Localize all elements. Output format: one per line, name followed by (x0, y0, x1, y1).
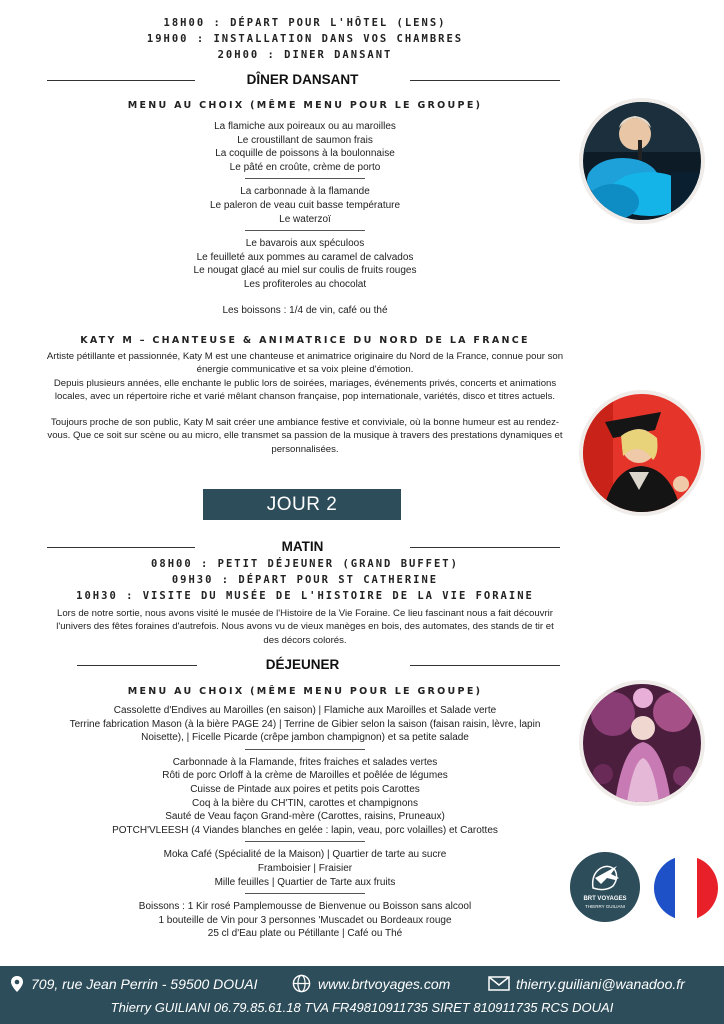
menu-item: La coquille de poissons à la boulonnaise (215, 148, 395, 160)
katy-para-2: Depuis plusieurs années, elle enchante le public lors de soirées, mariages, événements privés, concerts et animations locales, avec un répertoire riche et varié mêlant chanson française, pop internationale, variétés, disco et titres actuels. (53, 377, 557, 402)
divider-left (47, 547, 195, 548)
menu-item: Boissons : 1 Kir rosé Pamplemousse de Bienvenue ou Boisson sans alcool (138, 901, 472, 913)
menu-item: Sauté de Veau façon Grand-mère (Carottes, raisins, Pruneaux) (165, 811, 445, 823)
brt-voyages-logo (570, 852, 640, 922)
menu-item: Le pâté en croûte, crème de porto (229, 161, 381, 173)
menu-item: Le feuilleté aux pommes au caramel de calvados (196, 251, 414, 263)
diner-menu-subtitle: MENU AU CHOIX (MÊME MENU POUR LE GROUPE) (127, 100, 483, 111)
dejeuner-menu-subtitle: MENU AU CHOIX (MÊME MENU POUR LE GROUPE) (127, 686, 483, 697)
schedule-matin (0, 556, 610, 604)
menu-item: La flamiche aux poireaux ou au maroilles (214, 121, 396, 132)
matin-paragraph: Lors de notre sortie, nous avons visité le musée de l'Histoire de la Vie Foraine. Ce lieu fascinant nous a fait découvrir l'univers des fêtes foraines d'autrefois. Nous avons vu de vieux manèges en bois, des automates, des stands de tir et des décors colorés. (56, 608, 554, 646)
katy-para-1: Artiste pétillante et passionnée, Katy M est une chanteuse et animatrice originaire du Nord de la France, connue pour son énergie communicative et sa voix pleine d'émotion. (46, 351, 564, 376)
menu-item: Le nougat glacé au miel sur coulis de fruits rouges (193, 265, 417, 277)
singer-photo-2 (579, 390, 705, 516)
schedule-line: 19H00 : INSTALLATION DANS VOS CHAMBRES (146, 33, 464, 45)
menu-separator (245, 230, 365, 231)
menu-item: Mille feuilles | Quartier de Tarte aux fruits (214, 876, 396, 888)
footer-address: 709, rue Jean Perrin - 59500 DOUAI (31, 976, 258, 992)
schedule-line: 18H00 : DÉPART POUR L'HÔTEL (LENS) (163, 17, 447, 29)
menu-separator (245, 841, 365, 842)
menu-item: Carbonnade à la Flamande, frites fraiches et salades vertes (172, 756, 438, 768)
menu-item: Cuisse de Pintade aux poires et petits pois Carottes (190, 783, 420, 795)
logo-line-2: THIERRY GUILIANI (584, 904, 626, 909)
menu-item: POTCH'VLEESH (4 Viandes blanches en gelée : lapin, veau, porc volailles) et Carottes (112, 824, 498, 836)
french-flag-icon (654, 856, 718, 920)
menu-item: La carbonnade à la flamande (240, 186, 370, 198)
divider-right (410, 547, 560, 548)
menu-item: Le paleron de veau cuit basse température (209, 199, 401, 211)
menu-separator (245, 178, 365, 179)
location-pin-icon (10, 975, 24, 993)
footer-website-link[interactable]: www.brtvoyages.com (318, 976, 451, 992)
menu-item: Les profiteroles au chocolat (243, 278, 367, 290)
menu-item: Le croustillant de saumon frais (237, 134, 373, 146)
divider-right (410, 80, 560, 81)
carnival-photo (579, 680, 705, 806)
menu-item: Le waterzoï (279, 213, 331, 225)
divider-left (77, 665, 197, 666)
plane-map-icon (589, 860, 621, 894)
section-title-matin: MATIN (281, 539, 324, 554)
katy-title: KATY M – CHANTEUSE & ANIMATRICE DU NORD DE LA FRANCE (80, 335, 530, 346)
menu-item: Coq à la bière du CH'TIN, carottes et champignons (192, 797, 418, 809)
divider-left (47, 80, 195, 81)
carnival-automaton-image (583, 684, 701, 802)
footer-legal: Thierry GUILIANI 06.79.85.61.18 TVA FR49810911735 SIRET 810911735 RCS DOUAI (110, 1000, 614, 1015)
envelope-icon (488, 976, 510, 991)
menu-item: 25 cl d'Eau plate ou Pétillante | Café ou Thé (207, 928, 403, 940)
jour2-banner: JOUR 2 (203, 489, 401, 520)
footer (0, 966, 724, 1024)
section-title-diner: DÎNER DANSANT (246, 72, 359, 87)
menu-item: 1 bouteille de Vin pour 3 personnes 'Muscadet ou Bordeaux rouge (158, 914, 452, 926)
schedule-line: 10H30 : VISITE DU MUSÉE DE L'HISTOIRE DE LA VIE FORAINE (76, 590, 534, 602)
menu-item: Le bavarois aux spéculoos (245, 238, 365, 250)
dejeuner-menu (55, 704, 555, 941)
menu-separator (245, 749, 365, 750)
katy-bio (40, 350, 570, 456)
divider-right (410, 665, 560, 666)
menu-item: Cassolette d'Endives au Maroilles (en saison) | Flamiche aux Maroilles et Salade verte (113, 705, 497, 716)
logo-line-1: BRT VOYAGES (583, 896, 627, 902)
schedule-top (0, 15, 610, 63)
footer-email-link[interactable]: thierry.guiliani@wanadoo.fr (516, 976, 685, 992)
section-title-dejeuner: DÉJEUNER (265, 657, 340, 672)
menu-separator (245, 893, 365, 894)
katy-para-3: Toujours proche de son public, Katy M sait créer une ambiance festive et conviviale, où la bonne humeur est au rendez-vous. Que ce soit sur scène ou au micro, elle transmet sa passion de la musique à travers des prestations dynamiques et personnalisées. (47, 417, 563, 455)
menu-item: Moka Café (Spécialité de la Maison) | Quartier de tarte au sucre (163, 849, 447, 861)
singer-photo-1 (579, 98, 705, 224)
schedule-line: 20H00 : DINER DANSANT (217, 49, 393, 61)
menu-boissons: Les boissons : 1/4 de vin, café ou thé (222, 304, 388, 316)
globe-icon (292, 974, 311, 993)
singer-feather-boa-image (583, 102, 701, 220)
menu-item: Terrine fabrication Mason (à la bière PAGE 24) | Terrine de Gibier selon la saison (faisan raisin, lèvre, lapin Noisette), | Ficelle Picarde (crêpe jambon champignon) et sa petite salade (69, 718, 541, 744)
menu-item: Framboisier | Fraisier (257, 862, 353, 874)
schedule-line: 09H30 : DÉPART POUR ST CATHERINE (171, 574, 439, 586)
singer-hat-image (583, 394, 701, 512)
menu-item: Rôti de porc Orloff à la crème de Maroilles et poêlée de légumes (162, 770, 448, 782)
schedule-line: 08H00 : PETIT DÉJEUNER (GRAND BUFFET) (151, 558, 459, 570)
diner-menu (0, 120, 610, 317)
